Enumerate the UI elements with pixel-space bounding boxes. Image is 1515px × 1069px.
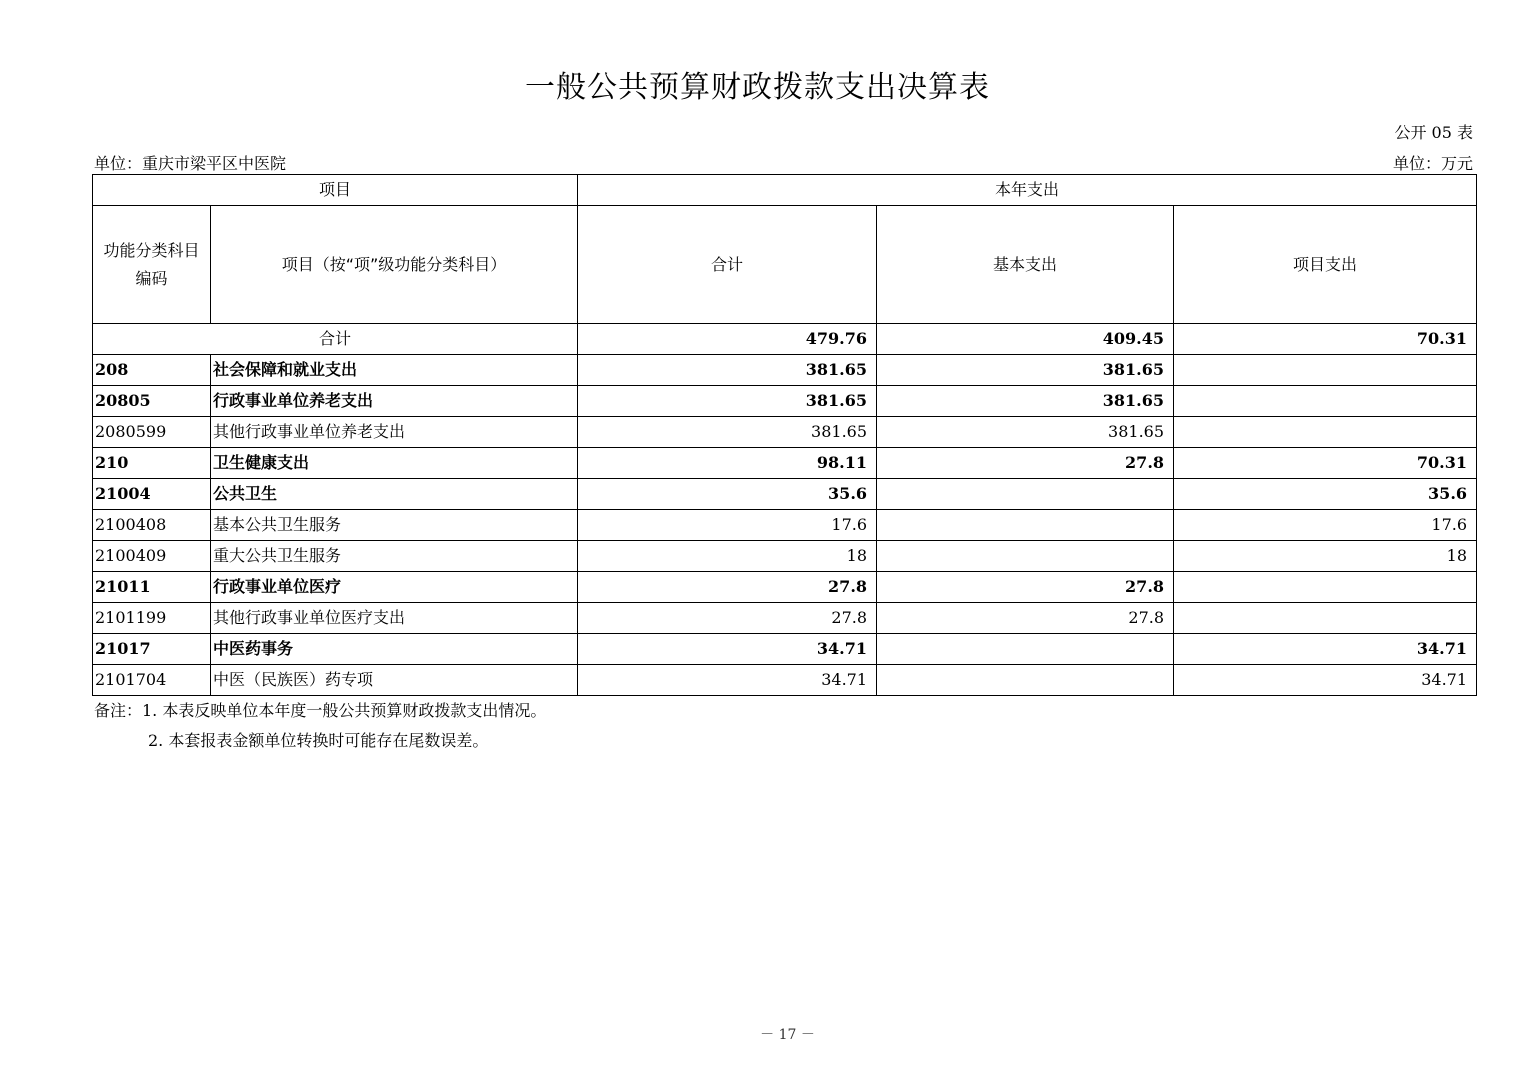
row-code: 2101704 xyxy=(93,665,211,696)
row-project xyxy=(1174,417,1477,448)
table-row xyxy=(93,665,1477,696)
table-row xyxy=(93,479,1477,510)
header-code: 功能分类科目编码 xyxy=(93,206,211,324)
row-basic xyxy=(877,479,1174,510)
header-total: 合计 xyxy=(578,206,877,324)
row-code: 2100409 xyxy=(93,541,211,572)
page-number: － 17 － xyxy=(760,1027,815,1043)
row-basic: 27.8 xyxy=(877,448,1174,479)
row-total: 381.65 xyxy=(578,386,877,417)
row-basic: 381.65 xyxy=(877,417,1174,448)
row-project: 17.6 xyxy=(1174,510,1477,541)
note-1: 备注：1. 本表反映单位本年度一般公共预算财政拨款支出情况。 xyxy=(94,701,547,720)
table-number: 公开 05 表 xyxy=(1394,123,1473,142)
currency-unit: 单位：万元 xyxy=(1392,154,1473,173)
note-2: 2. 本套报表金额单位转换时可能存在尾数误差。 xyxy=(148,731,489,750)
row-basic: 27.8 xyxy=(877,572,1174,603)
table-row xyxy=(93,448,1477,479)
row-name: 其他行政事业单位医疗支出 xyxy=(211,603,578,634)
page-title: 一般公共预算财政拨款支出决算表 xyxy=(525,70,990,105)
row-name: 中医药事务 xyxy=(211,634,578,665)
row-name: 中医（民族医）药专项 xyxy=(211,665,578,696)
row-project: 70.31 xyxy=(1174,448,1477,479)
row-name: 卫生健康支出 xyxy=(211,448,578,479)
row-basic: 381.65 xyxy=(877,355,1174,386)
row-project: 34.71 xyxy=(1174,634,1477,665)
total-project: 70.31 xyxy=(1174,324,1477,355)
row-name: 行政事业单位养老支出 xyxy=(211,386,578,417)
row-code: 21004 xyxy=(93,479,211,510)
row-name: 公共卫生 xyxy=(211,479,578,510)
row-project xyxy=(1174,355,1477,386)
row-project: 18 xyxy=(1174,541,1477,572)
row-basic xyxy=(877,665,1174,696)
row-code: 20805 xyxy=(93,386,211,417)
header-name: 项目（按“项”级功能分类科目） xyxy=(211,206,578,324)
row-total: 18 xyxy=(578,541,877,572)
total-basic: 409.45 xyxy=(877,324,1174,355)
header-project-expenditure: 项目支出 xyxy=(1174,206,1477,324)
table-row xyxy=(93,634,1477,665)
row-basic: 381.65 xyxy=(877,386,1174,417)
total-label: 合计 xyxy=(93,324,578,355)
row-name: 基本公共卫生服务 xyxy=(211,510,578,541)
row-total: 35.6 xyxy=(578,479,877,510)
row-name: 社会保障和就业支出 xyxy=(211,355,578,386)
row-total: 381.65 xyxy=(578,417,877,448)
reporting-unit: 单位：重庆市梁平区中医院 xyxy=(94,154,287,173)
expenditure-table xyxy=(92,174,1477,696)
table-row xyxy=(93,386,1477,417)
row-total: 27.8 xyxy=(578,603,877,634)
row-project xyxy=(1174,603,1477,634)
table-row xyxy=(93,510,1477,541)
row-project: 35.6 xyxy=(1174,479,1477,510)
header-row-1 xyxy=(93,175,1477,206)
row-project xyxy=(1174,386,1477,417)
table-row xyxy=(93,417,1477,448)
row-total: 381.65 xyxy=(578,355,877,386)
row-total: 34.71 xyxy=(578,634,877,665)
row-total: 17.6 xyxy=(578,510,877,541)
row-basic xyxy=(877,541,1174,572)
row-basic xyxy=(877,510,1174,541)
header-row-2 xyxy=(93,206,1477,324)
total-total: 479.76 xyxy=(578,324,877,355)
row-total: 34.71 xyxy=(578,665,877,696)
row-total: 27.8 xyxy=(578,572,877,603)
row-code: 208 xyxy=(93,355,211,386)
table-row xyxy=(93,355,1477,386)
row-code: 2100408 xyxy=(93,510,211,541)
row-basic: 27.8 xyxy=(877,603,1174,634)
table-row xyxy=(93,572,1477,603)
header-current-year: 本年支出 xyxy=(578,175,1477,206)
total-row xyxy=(93,324,1477,355)
row-total: 98.11 xyxy=(578,448,877,479)
row-code: 21017 xyxy=(93,634,211,665)
row-code: 21011 xyxy=(93,572,211,603)
row-name: 行政事业单位医疗 xyxy=(211,572,578,603)
row-code: 210 xyxy=(93,448,211,479)
row-basic xyxy=(877,634,1174,665)
row-code: 2080599 xyxy=(93,417,211,448)
row-name: 其他行政事业单位养老支出 xyxy=(211,417,578,448)
row-project xyxy=(1174,572,1477,603)
row-code: 2101199 xyxy=(93,603,211,634)
header-project: 项目 xyxy=(93,175,578,206)
table-row xyxy=(93,603,1477,634)
row-project: 34.71 xyxy=(1174,665,1477,696)
header-basic: 基本支出 xyxy=(877,206,1174,324)
table-row xyxy=(93,541,1477,572)
row-name: 重大公共卫生服务 xyxy=(211,541,578,572)
